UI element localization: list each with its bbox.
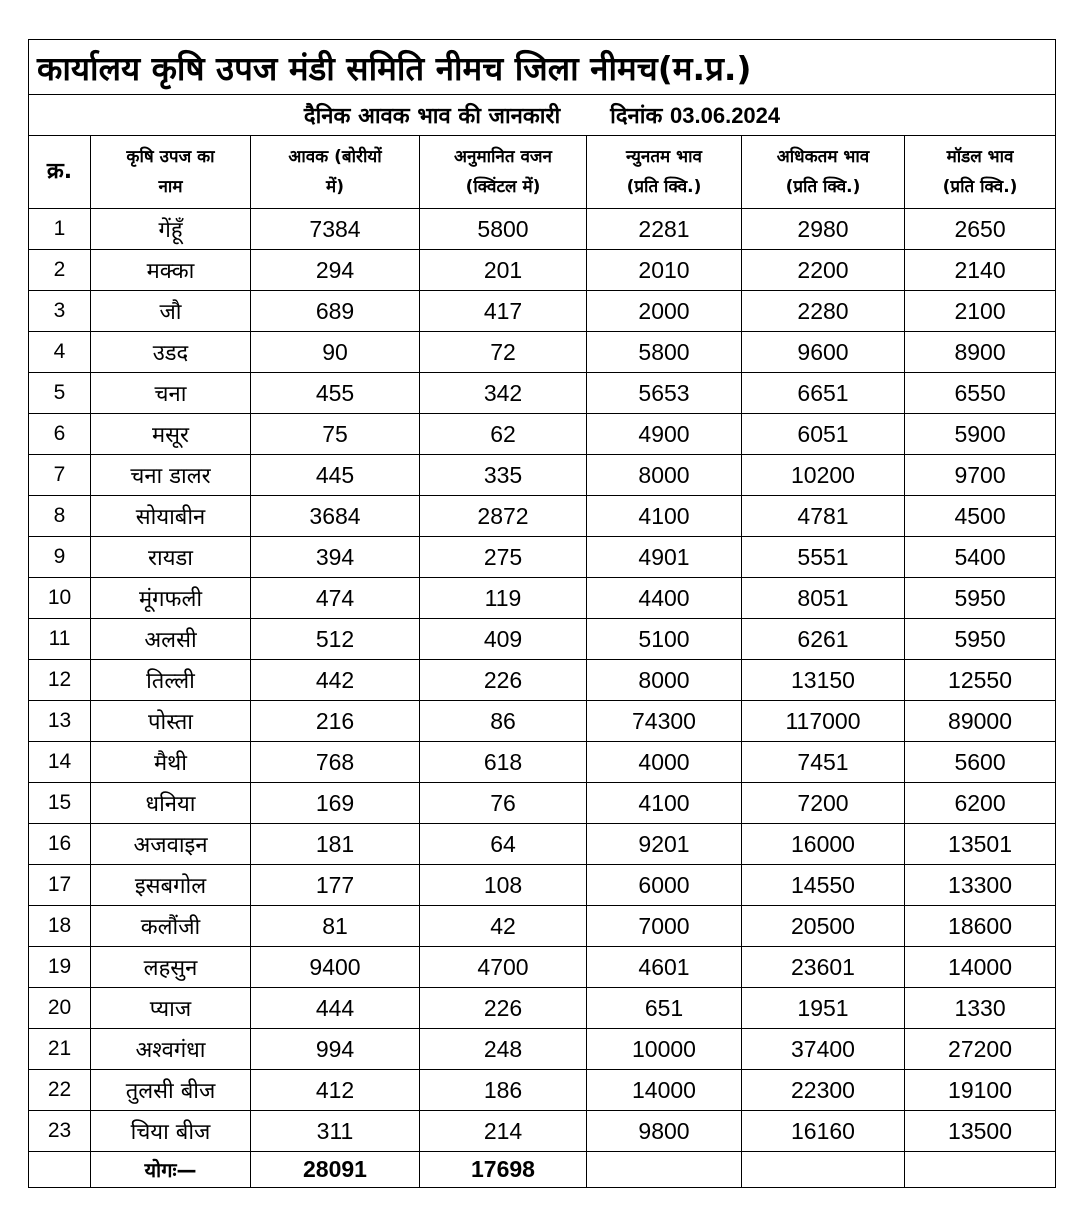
table-row	[29, 455, 1056, 496]
commodity-name: चना	[91, 373, 251, 414]
row-sn: 20	[29, 988, 91, 1029]
row-sn: 18	[29, 906, 91, 947]
table-row	[29, 701, 1056, 742]
arrival-bags: 394	[251, 537, 420, 578]
model-price: 6200	[905, 783, 1056, 824]
max-price: 37400	[742, 1029, 905, 1070]
arrival-bags: 994	[251, 1029, 420, 1070]
model-price: 13500	[905, 1111, 1056, 1152]
min-price: 8000	[587, 455, 742, 496]
col-header-arrival	[251, 136, 420, 209]
arrival-bags: 169	[251, 783, 420, 824]
estimated-weight: 62	[420, 414, 587, 455]
table-row	[29, 537, 1056, 578]
commodity-name: तिल्ली	[91, 660, 251, 701]
commodity-name: चिया बीज	[91, 1111, 251, 1152]
estimated-weight: 108	[420, 865, 587, 906]
model-price: 6550	[905, 373, 1056, 414]
total-min-cell	[587, 1152, 742, 1188]
mandi-rate-sheet	[28, 39, 1055, 1188]
col-header-sn: क्र.	[29, 136, 91, 209]
max-price: 6261	[742, 619, 905, 660]
row-sn: 9	[29, 537, 91, 578]
col-header-arrival-line2: में)	[326, 177, 344, 197]
max-price: 6651	[742, 373, 905, 414]
estimated-weight: 119	[420, 578, 587, 619]
col-header-max-line1: अधिकतम भाव	[776, 147, 870, 167]
table-row	[29, 947, 1056, 988]
model-price: 9700	[905, 455, 1056, 496]
min-price: 4000	[587, 742, 742, 783]
row-sn: 19	[29, 947, 91, 988]
arrival-bags: 7384	[251, 209, 420, 250]
col-header-model-line2: (प्रति क्वि.)	[942, 177, 1018, 197]
arrival-bags: 75	[251, 414, 420, 455]
model-price: 2100	[905, 291, 1056, 332]
commodity-name: इसबगोल	[91, 865, 251, 906]
estimated-weight: 226	[420, 988, 587, 1029]
arrival-bags: 442	[251, 660, 420, 701]
table-row	[29, 1029, 1056, 1070]
model-price: 12550	[905, 660, 1056, 701]
table-row	[29, 824, 1056, 865]
table-row	[29, 496, 1056, 537]
max-price: 2200	[742, 250, 905, 291]
min-price: 14000	[587, 1070, 742, 1111]
estimated-weight: 618	[420, 742, 587, 783]
estimated-weight: 275	[420, 537, 587, 578]
commodity-name: पोस्ता	[91, 701, 251, 742]
estimated-weight: 64	[420, 824, 587, 865]
estimated-weight: 214	[420, 1111, 587, 1152]
estimated-weight: 342	[420, 373, 587, 414]
col-header-max	[742, 136, 905, 209]
col-header-name-line2: नाम	[158, 177, 183, 197]
commodity-name: मैथी	[91, 742, 251, 783]
min-price: 6000	[587, 865, 742, 906]
min-price: 4100	[587, 783, 742, 824]
table-row	[29, 1111, 1056, 1152]
arrival-bags: 768	[251, 742, 420, 783]
office-title: कार्यालय कृषि उपज मंडी समिति नीमच जिला नीमच(म.प्र.)	[29, 40, 1056, 95]
row-sn: 6	[29, 414, 91, 455]
row-sn: 15	[29, 783, 91, 824]
col-header-name-line1: कृषि उपज का	[126, 147, 215, 167]
max-price: 8051	[742, 578, 905, 619]
total-arrival: 28091	[251, 1152, 420, 1188]
estimated-weight: 201	[420, 250, 587, 291]
commodity-name: मक्का	[91, 250, 251, 291]
arrival-bags: 81	[251, 906, 420, 947]
table-row	[29, 865, 1056, 906]
row-sn: 4	[29, 332, 91, 373]
arrival-bags: 3684	[251, 496, 420, 537]
col-header-model-line1: मॉडल भाव	[946, 147, 1014, 167]
subtitle-text: दैनिक आवक भाव की जानकारी	[303, 104, 561, 129]
col-header-min	[587, 136, 742, 209]
estimated-weight: 226	[420, 660, 587, 701]
table-row	[29, 250, 1056, 291]
estimated-weight: 417	[420, 291, 587, 332]
estimated-weight: 5800	[420, 209, 587, 250]
max-price: 10200	[742, 455, 905, 496]
estimated-weight: 86	[420, 701, 587, 742]
row-sn: 3	[29, 291, 91, 332]
estimated-weight: 72	[420, 332, 587, 373]
row-sn: 1	[29, 209, 91, 250]
max-price: 23601	[742, 947, 905, 988]
arrival-bags: 90	[251, 332, 420, 373]
report-subtitle	[29, 95, 1056, 136]
max-price: 7451	[742, 742, 905, 783]
row-sn: 7	[29, 455, 91, 496]
max-price: 117000	[742, 701, 905, 742]
arrival-bags: 9400	[251, 947, 420, 988]
max-price: 22300	[742, 1070, 905, 1111]
min-price: 10000	[587, 1029, 742, 1070]
estimated-weight: 2872	[420, 496, 587, 537]
model-price: 8900	[905, 332, 1056, 373]
table-row	[29, 332, 1056, 373]
min-price: 4100	[587, 496, 742, 537]
arrival-bags: 444	[251, 988, 420, 1029]
arrival-bags: 177	[251, 865, 420, 906]
row-sn: 5	[29, 373, 91, 414]
row-sn: 11	[29, 619, 91, 660]
commodity-name: अश्वगंधा	[91, 1029, 251, 1070]
min-price: 651	[587, 988, 742, 1029]
arrival-bags: 181	[251, 824, 420, 865]
min-price: 5100	[587, 619, 742, 660]
row-sn: 10	[29, 578, 91, 619]
table-row	[29, 578, 1056, 619]
col-header-min-line2: (प्रति क्वि.)	[626, 177, 702, 197]
total-weight: 17698	[420, 1152, 587, 1188]
arrival-bags: 412	[251, 1070, 420, 1111]
total-row	[29, 1152, 1056, 1188]
arrival-bags: 445	[251, 455, 420, 496]
min-price: 9201	[587, 824, 742, 865]
estimated-weight: 42	[420, 906, 587, 947]
table-row	[29, 209, 1056, 250]
commodity-name: जौ	[91, 291, 251, 332]
arrival-bags: 311	[251, 1111, 420, 1152]
commodity-name: अलसी	[91, 619, 251, 660]
max-price: 1951	[742, 988, 905, 1029]
model-price: 13501	[905, 824, 1056, 865]
model-price: 2650	[905, 209, 1056, 250]
model-price: 2140	[905, 250, 1056, 291]
row-sn: 22	[29, 1070, 91, 1111]
table-row	[29, 660, 1056, 701]
estimated-weight: 335	[420, 455, 587, 496]
max-price: 16000	[742, 824, 905, 865]
table-row	[29, 783, 1056, 824]
max-price: 6051	[742, 414, 905, 455]
total-max-cell	[742, 1152, 905, 1188]
max-price: 4781	[742, 496, 905, 537]
col-header-weight	[420, 136, 587, 209]
table-row	[29, 906, 1056, 947]
min-price: 4900	[587, 414, 742, 455]
model-price: 18600	[905, 906, 1056, 947]
rates-table	[28, 39, 1056, 1188]
row-sn: 23	[29, 1111, 91, 1152]
model-price: 14000	[905, 947, 1056, 988]
total-label: योगः—	[91, 1152, 251, 1188]
commodity-name: उडद	[91, 332, 251, 373]
model-price: 5600	[905, 742, 1056, 783]
model-price: 5950	[905, 578, 1056, 619]
model-price: 5950	[905, 619, 1056, 660]
commodity-name: रायडा	[91, 537, 251, 578]
model-price: 5400	[905, 537, 1056, 578]
col-header-name	[91, 136, 251, 209]
min-price: 2010	[587, 250, 742, 291]
date-label: दिनांक	[610, 104, 663, 129]
row-sn: 12	[29, 660, 91, 701]
arrival-bags: 455	[251, 373, 420, 414]
commodity-name: धनिया	[91, 783, 251, 824]
model-price: 1330	[905, 988, 1056, 1029]
col-header-weight-line1: अनुमानित वजन	[454, 147, 552, 167]
commodity-name: गेंहूँ	[91, 209, 251, 250]
max-price: 2280	[742, 291, 905, 332]
col-header-model	[905, 136, 1056, 209]
estimated-weight: 186	[420, 1070, 587, 1111]
col-header-min-line1: न्युनतम भाव	[626, 147, 702, 167]
model-price: 13300	[905, 865, 1056, 906]
min-price: 4400	[587, 578, 742, 619]
estimated-weight: 4700	[420, 947, 587, 988]
table-row	[29, 414, 1056, 455]
row-sn: 13	[29, 701, 91, 742]
max-price: 16160	[742, 1111, 905, 1152]
row-sn: 16	[29, 824, 91, 865]
row-sn: 17	[29, 865, 91, 906]
arrival-bags: 294	[251, 250, 420, 291]
max-price: 7200	[742, 783, 905, 824]
rates-table-body	[29, 209, 1056, 1152]
arrival-bags: 474	[251, 578, 420, 619]
row-sn: 2	[29, 250, 91, 291]
min-price: 7000	[587, 906, 742, 947]
commodity-name: अजवाइन	[91, 824, 251, 865]
min-price: 8000	[587, 660, 742, 701]
min-price: 9800	[587, 1111, 742, 1152]
commodity-name: कलौंजी	[91, 906, 251, 947]
commodity-name: लहसुन	[91, 947, 251, 988]
model-price: 27200	[905, 1029, 1056, 1070]
model-price: 89000	[905, 701, 1056, 742]
model-price: 4500	[905, 496, 1056, 537]
model-price: 19100	[905, 1070, 1056, 1111]
total-sn-cell	[29, 1152, 91, 1188]
arrival-bags: 216	[251, 701, 420, 742]
estimated-weight: 76	[420, 783, 587, 824]
table-row	[29, 619, 1056, 660]
min-price: 4601	[587, 947, 742, 988]
commodity-name: चना डालर	[91, 455, 251, 496]
max-price: 9600	[742, 332, 905, 373]
table-row	[29, 742, 1056, 783]
col-header-max-line2: (प्रति क्वि.)	[785, 177, 861, 197]
min-price: 5800	[587, 332, 742, 373]
row-sn: 8	[29, 496, 91, 537]
col-header-arrival-line1: आवक (बोरीयों	[288, 147, 382, 167]
model-price: 5900	[905, 414, 1056, 455]
min-price: 74300	[587, 701, 742, 742]
row-sn: 14	[29, 742, 91, 783]
col-header-weight-line2: (क्विंटल में)	[465, 177, 541, 197]
arrival-bags: 512	[251, 619, 420, 660]
min-price: 2281	[587, 209, 742, 250]
table-row	[29, 373, 1056, 414]
report-date: 03.06.2024	[670, 103, 781, 128]
min-price: 5653	[587, 373, 742, 414]
max-price: 5551	[742, 537, 905, 578]
commodity-name: मसूर	[91, 414, 251, 455]
max-price: 2980	[742, 209, 905, 250]
table-row	[29, 988, 1056, 1029]
estimated-weight: 409	[420, 619, 587, 660]
table-row	[29, 1070, 1056, 1111]
commodity-name: तुलसी बीज	[91, 1070, 251, 1111]
commodity-name: प्याज	[91, 988, 251, 1029]
max-price: 13150	[742, 660, 905, 701]
column-header-row	[29, 136, 1056, 209]
total-model-cell	[905, 1152, 1056, 1188]
max-price: 14550	[742, 865, 905, 906]
table-row	[29, 291, 1056, 332]
min-price: 4901	[587, 537, 742, 578]
max-price: 20500	[742, 906, 905, 947]
commodity-name: सोयाबीन	[91, 496, 251, 537]
commodity-name: मूंगफली	[91, 578, 251, 619]
min-price: 2000	[587, 291, 742, 332]
estimated-weight: 248	[420, 1029, 587, 1070]
arrival-bags: 689	[251, 291, 420, 332]
row-sn: 21	[29, 1029, 91, 1070]
